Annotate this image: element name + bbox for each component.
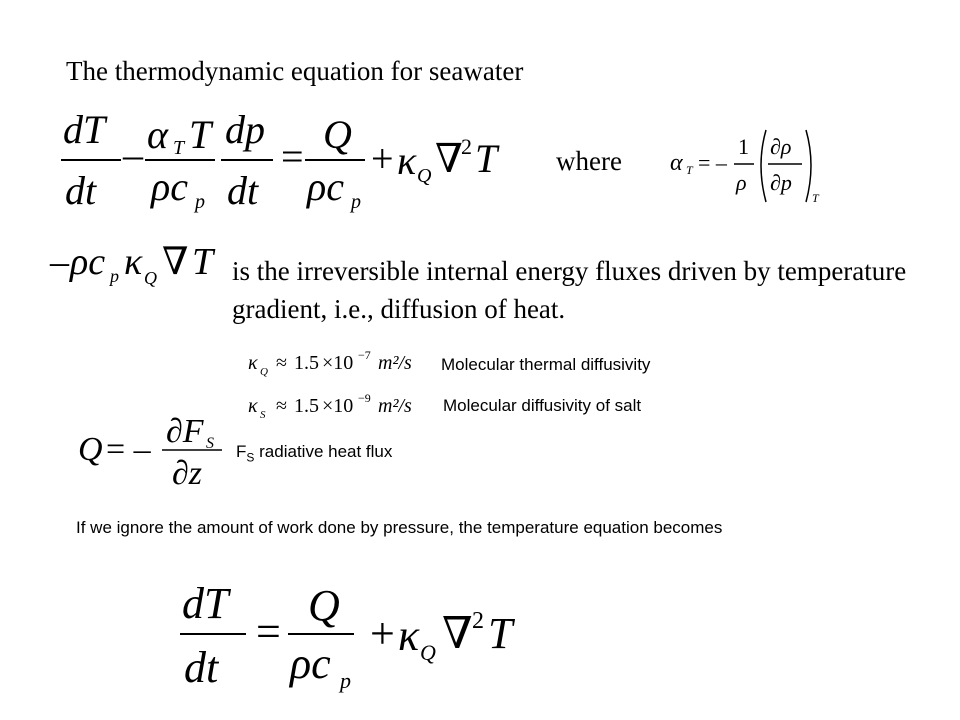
svg-text:m²/s: m²/s xyxy=(378,352,412,374)
svg-text:≈: ≈ xyxy=(276,352,287,374)
kappa-s-value xyxy=(246,388,440,424)
svg-text:Q: Q xyxy=(308,581,340,630)
svg-text:+: + xyxy=(370,609,395,658)
svg-text:=: = xyxy=(256,607,281,656)
kappa-s-note: Molecular diffusivity of salt xyxy=(443,396,642,415)
svg-text:∂F: ∂F xyxy=(166,413,204,450)
svg-text:T: T xyxy=(192,241,214,283)
fs-subscript: S xyxy=(246,450,255,465)
svg-text:∇: ∇ xyxy=(435,136,463,181)
svg-text:T: T xyxy=(812,191,819,205)
svg-text:Q: Q xyxy=(417,165,432,187)
svg-text:κ: κ xyxy=(398,611,420,660)
svg-text:T: T xyxy=(173,137,185,159)
svg-text:κ: κ xyxy=(124,241,143,283)
svg-text:1: 1 xyxy=(738,134,749,159)
svg-text:κ: κ xyxy=(248,352,258,374)
svg-text:∂ρ: ∂ρ xyxy=(770,134,792,159)
fs-note xyxy=(236,442,392,464)
fs-symbol: F xyxy=(236,442,247,461)
svg-text:ρc: ρc xyxy=(151,164,188,209)
svg-text:∇: ∇ xyxy=(442,609,473,658)
svg-text:= –: = – xyxy=(106,431,151,468)
fs-note-text: radiative heat flux xyxy=(259,442,393,461)
svg-text:κ: κ xyxy=(397,138,417,183)
alpha-t-definition xyxy=(668,120,828,210)
svg-text:T: T xyxy=(189,112,212,157)
radiative-flux-equation xyxy=(76,412,226,488)
svg-text:dT: dT xyxy=(63,108,106,152)
svg-text:2: 2 xyxy=(461,134,472,159)
svg-text:1.5: 1.5 xyxy=(294,395,319,417)
svg-text:dp: dp xyxy=(225,108,265,152)
flux-term-equation xyxy=(48,238,228,294)
svg-text:ρ: ρ xyxy=(736,170,747,195)
svg-text:×10: ×10 xyxy=(322,395,354,417)
svg-text:dt: dt xyxy=(65,168,97,213)
svg-text:p: p xyxy=(195,191,205,213)
svg-text:Q: Q xyxy=(420,640,436,665)
svg-text:Q: Q xyxy=(323,112,352,157)
slide-title: The thermodynamic equation for seawater xyxy=(66,56,524,86)
svg-text:Q: Q xyxy=(144,268,157,288)
svg-text:ρc: ρc xyxy=(290,639,331,688)
svg-text:S: S xyxy=(260,409,266,421)
svg-text:+: + xyxy=(371,136,394,181)
svg-text:−7: −7 xyxy=(358,348,371,362)
svg-text:α: α xyxy=(670,150,683,176)
svg-text:∂z: ∂z xyxy=(172,455,203,488)
thermodynamic-equation xyxy=(55,108,525,216)
flux-description: is the irreversible internal energy fluxes driven by temperature gradient, i.e., diffusion of heat. xyxy=(232,256,907,324)
svg-text:p: p xyxy=(351,191,361,213)
svg-text:κ: κ xyxy=(248,395,258,417)
svg-text:p: p xyxy=(110,266,119,286)
svg-text:p: p xyxy=(340,668,351,693)
svg-text:ρc: ρc xyxy=(70,241,106,283)
svg-text:×10: ×10 xyxy=(322,352,354,374)
svg-text:∂p: ∂p xyxy=(770,170,792,195)
svg-text:= –: = – xyxy=(698,150,727,175)
svg-text:≈: ≈ xyxy=(276,395,287,417)
where-label: where xyxy=(556,146,622,176)
simplified-temperature-equation xyxy=(176,578,556,696)
svg-text:dt: dt xyxy=(227,168,259,213)
kappa-q-value xyxy=(246,345,436,381)
svg-text:−9: −9 xyxy=(358,391,371,405)
svg-text:Q: Q xyxy=(78,431,103,468)
svg-text:1.5: 1.5 xyxy=(294,352,319,374)
svg-text:T: T xyxy=(686,163,693,177)
svg-text:S: S xyxy=(206,435,214,452)
svg-text:T: T xyxy=(475,136,498,181)
svg-text:dt: dt xyxy=(184,643,219,692)
svg-text:–: – xyxy=(123,132,143,177)
svg-text:Q: Q xyxy=(260,366,268,378)
svg-text:ρc: ρc xyxy=(307,164,344,209)
ignore-pressure-note: If we ignore the amount of work done by pressure, the temperature equation becomes xyxy=(76,518,723,537)
svg-text:dT: dT xyxy=(182,579,229,628)
svg-text:–: – xyxy=(50,241,69,283)
svg-text:m²/s: m²/s xyxy=(378,395,412,417)
svg-text:∇: ∇ xyxy=(162,241,189,283)
svg-text:T: T xyxy=(488,609,513,658)
kappa-q-note: Molecular thermal diffusivity xyxy=(441,355,651,374)
svg-text:α: α xyxy=(147,112,168,157)
svg-text:2: 2 xyxy=(472,608,484,634)
svg-text:=: = xyxy=(281,134,304,179)
